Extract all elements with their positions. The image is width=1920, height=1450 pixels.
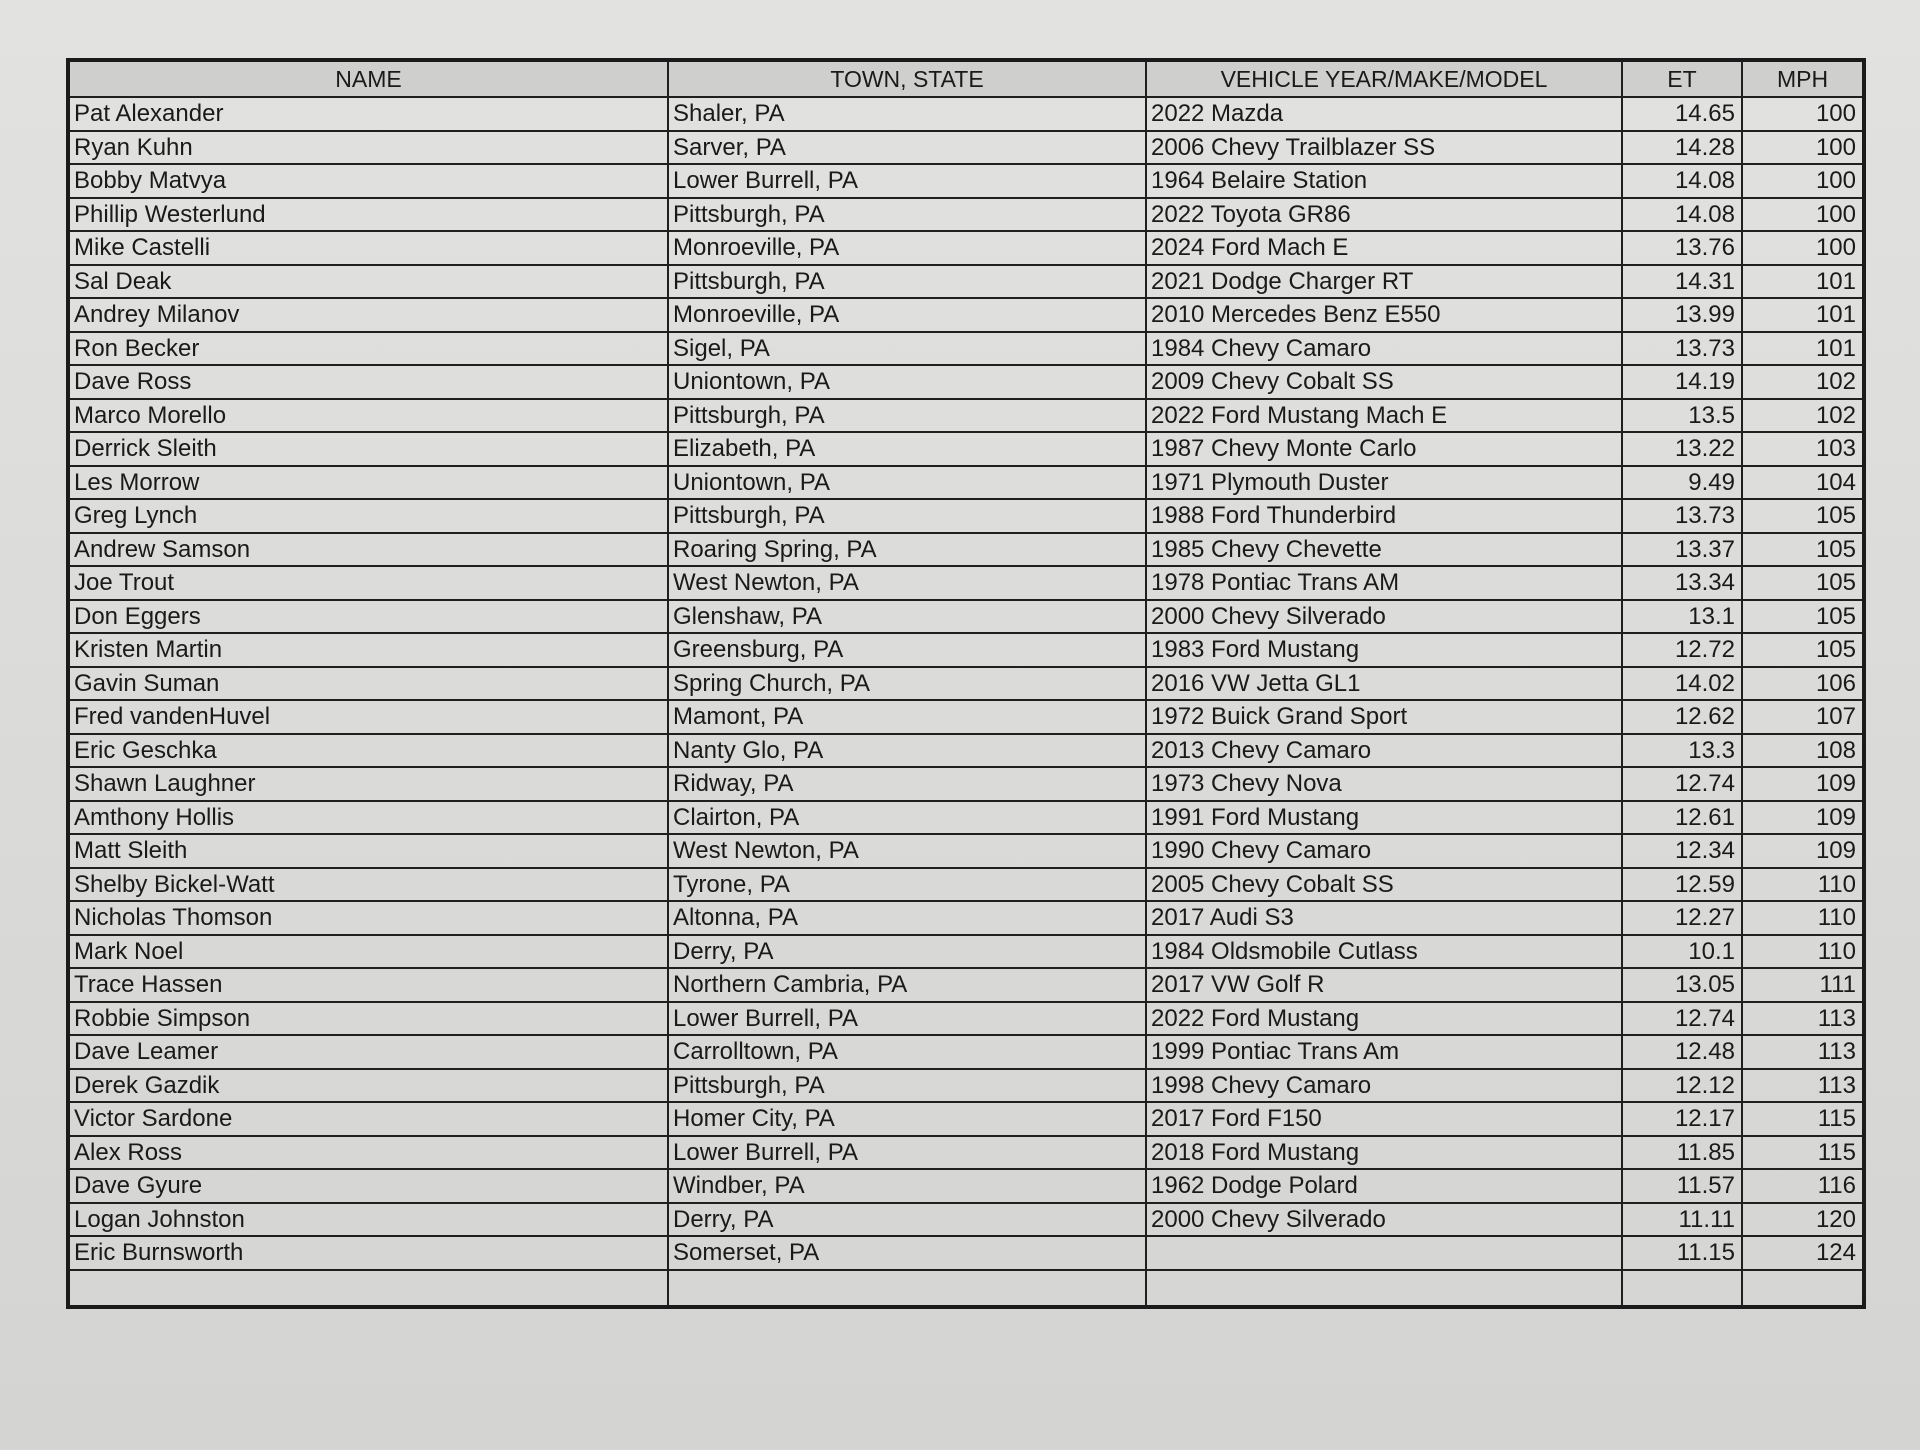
cell-et: 11.11	[1622, 1203, 1742, 1237]
cell-vehicle: 2009 Chevy Cobalt SS	[1146, 365, 1622, 399]
cell-town-state: Roaring Spring, PA	[668, 533, 1146, 567]
cell-et: 13.73	[1622, 332, 1742, 366]
header-row	[68, 60, 1864, 97]
cell-et: 13.99	[1622, 298, 1742, 332]
cell-town-state: Monroeville, PA	[668, 298, 1146, 332]
cell-name: Eric Geschka	[68, 734, 668, 768]
table-row	[68, 466, 1864, 500]
cell-vehicle: 1971 Plymouth Duster	[1146, 466, 1622, 500]
cell-vehicle: 2021 Dodge Charger RT	[1146, 265, 1622, 299]
cell-town-state: Derry, PA	[668, 935, 1146, 969]
table-row	[68, 533, 1864, 567]
cell-vehicle: 1973 Chevy Nova	[1146, 767, 1622, 801]
table-row	[68, 432, 1864, 466]
cell-et: 11.15	[1622, 1236, 1742, 1270]
cell-name: Les Morrow	[68, 466, 668, 500]
header-mph: MPH	[1742, 60, 1864, 97]
empty-cell	[668, 1270, 1146, 1307]
cell-vehicle: 2022 Ford Mustang Mach E	[1146, 399, 1622, 433]
cell-et: 12.62	[1622, 700, 1742, 734]
header-vehicle: VEHICLE YEAR/MAKE/MODEL	[1146, 60, 1622, 97]
cell-mph: 105	[1742, 533, 1864, 567]
cell-mph: 106	[1742, 667, 1864, 701]
table-row	[68, 131, 1864, 165]
cell-mph: 109	[1742, 834, 1864, 868]
cell-name: Logan Johnston	[68, 1203, 668, 1237]
cell-mph: 100	[1742, 164, 1864, 198]
cell-vehicle: 1987 Chevy Monte Carlo	[1146, 432, 1622, 466]
table-row	[68, 1102, 1864, 1136]
cell-town-state: Pittsburgh, PA	[668, 1069, 1146, 1103]
empty-cell	[68, 1270, 668, 1307]
cell-name: Dave Ross	[68, 365, 668, 399]
cell-mph: 120	[1742, 1203, 1864, 1237]
cell-name: Mark Noel	[68, 935, 668, 969]
cell-vehicle: 1962 Dodge Polard	[1146, 1169, 1622, 1203]
cell-name: Matt Sleith	[68, 834, 668, 868]
cell-et: 14.65	[1622, 97, 1742, 131]
cell-name: Dave Gyure	[68, 1169, 668, 1203]
cell-name: Sal Deak	[68, 265, 668, 299]
cell-town-state: Shaler, PA	[668, 97, 1146, 131]
cell-town-state: Nanty Glo, PA	[668, 734, 1146, 768]
table-row	[68, 365, 1864, 399]
cell-et: 12.34	[1622, 834, 1742, 868]
cell-name: Eric Burnsworth	[68, 1236, 668, 1270]
cell-town-state: Pittsburgh, PA	[668, 499, 1146, 533]
cell-et: 10.1	[1622, 935, 1742, 969]
cell-mph: 102	[1742, 365, 1864, 399]
cell-et: 12.12	[1622, 1069, 1742, 1103]
cell-et: 12.72	[1622, 633, 1742, 667]
cell-name: Ryan Kuhn	[68, 131, 668, 165]
cell-town-state: Altonna, PA	[668, 901, 1146, 935]
cell-et: 14.31	[1622, 265, 1742, 299]
cell-mph: 115	[1742, 1102, 1864, 1136]
table-body	[68, 97, 1864, 1307]
table-row	[68, 1035, 1864, 1069]
cell-mph: 109	[1742, 801, 1864, 835]
cell-vehicle: 2010 Mercedes Benz E550	[1146, 298, 1622, 332]
table-row	[68, 901, 1864, 935]
cell-vehicle: 1985 Chevy Chevette	[1146, 533, 1622, 567]
cell-mph: 113	[1742, 1035, 1864, 1069]
cell-mph: 111	[1742, 968, 1864, 1002]
cell-name: Mike Castelli	[68, 231, 668, 265]
table-header	[68, 60, 1864, 97]
cell-town-state: Somerset, PA	[668, 1236, 1146, 1270]
cell-vehicle: 2017 Audi S3	[1146, 901, 1622, 935]
cell-et: 13.34	[1622, 566, 1742, 600]
table-row	[68, 935, 1864, 969]
cell-name: Joe Trout	[68, 566, 668, 600]
cell-et: 13.22	[1622, 432, 1742, 466]
table-row	[68, 633, 1864, 667]
table-row	[68, 1069, 1864, 1103]
table-row	[68, 868, 1864, 902]
cell-et: 12.61	[1622, 801, 1742, 835]
table-row	[68, 1002, 1864, 1036]
cell-et: 11.57	[1622, 1169, 1742, 1203]
empty-cell	[1622, 1270, 1742, 1307]
cell-town-state: Mamont, PA	[668, 700, 1146, 734]
cell-name: Victor Sardone	[68, 1102, 668, 1136]
cell-et: 14.08	[1622, 164, 1742, 198]
cell-vehicle: 1988 Ford Thunderbird	[1146, 499, 1622, 533]
table-row	[68, 834, 1864, 868]
cell-vehicle: 2016 VW Jetta GL1	[1146, 667, 1622, 701]
cell-mph: 104	[1742, 466, 1864, 500]
cell-town-state: Homer City, PA	[668, 1102, 1146, 1136]
cell-vehicle: 2000 Chevy Silverado	[1146, 1203, 1622, 1237]
cell-town-state: Pittsburgh, PA	[668, 198, 1146, 232]
cell-vehicle: 2005 Chevy Cobalt SS	[1146, 868, 1622, 902]
cell-vehicle: 1964 Belaire Station	[1146, 164, 1622, 198]
table-row	[68, 499, 1864, 533]
cell-vehicle: 1984 Chevy Camaro	[1146, 332, 1622, 366]
cell-vehicle: 1972 Buick Grand Sport	[1146, 700, 1622, 734]
cell-town-state: Uniontown, PA	[668, 365, 1146, 399]
cell-et: 14.02	[1622, 667, 1742, 701]
cell-name: Fred vandenHuvel	[68, 700, 668, 734]
cell-mph: 116	[1742, 1169, 1864, 1203]
cell-name: Dave Leamer	[68, 1035, 668, 1069]
cell-town-state: Monroeville, PA	[668, 231, 1146, 265]
cell-et: 12.59	[1622, 868, 1742, 902]
cell-mph: 103	[1742, 432, 1864, 466]
cell-vehicle: 1991 Ford Mustang	[1146, 801, 1622, 835]
cell-name: Nicholas Thomson	[68, 901, 668, 935]
table-row	[68, 1169, 1864, 1203]
cell-vehicle: 2013 Chevy Camaro	[1146, 734, 1622, 768]
cell-name: Phillip Westerlund	[68, 198, 668, 232]
cell-et: 12.17	[1622, 1102, 1742, 1136]
cell-et: 13.05	[1622, 968, 1742, 1002]
cell-name: Ron Becker	[68, 332, 668, 366]
cell-name: Amthony Hollis	[68, 801, 668, 835]
table-row	[68, 700, 1864, 734]
cell-et: 14.28	[1622, 131, 1742, 165]
table-row	[68, 968, 1864, 1002]
cell-mph: 115	[1742, 1136, 1864, 1170]
cell-vehicle: 2022 Ford Mustang	[1146, 1002, 1622, 1036]
cell-mph: 110	[1742, 901, 1864, 935]
cell-mph: 110	[1742, 868, 1864, 902]
table-row	[68, 332, 1864, 366]
cell-et: 13.3	[1622, 734, 1742, 768]
cell-mph: 105	[1742, 566, 1864, 600]
table-row	[68, 399, 1864, 433]
cell-town-state: Tyrone, PA	[668, 868, 1146, 902]
cell-town-state: Ridway, PA	[668, 767, 1146, 801]
cell-vehicle: 2000 Chevy Silverado	[1146, 600, 1622, 634]
table-row	[68, 1203, 1864, 1237]
table-row	[68, 600, 1864, 634]
table-row	[68, 298, 1864, 332]
empty-cell	[1742, 1270, 1864, 1307]
cell-vehicle: 1998 Chevy Camaro	[1146, 1069, 1622, 1103]
cell-town-state: Sarver, PA	[668, 131, 1146, 165]
cell-et: 14.08	[1622, 198, 1742, 232]
cell-vehicle: 2024 Ford Mach E	[1146, 231, 1622, 265]
cell-mph: 101	[1742, 265, 1864, 299]
table-row	[68, 97, 1864, 131]
cell-vehicle: 2017 VW Golf R	[1146, 968, 1622, 1002]
cell-et: 11.85	[1622, 1136, 1742, 1170]
cell-vehicle: 1999 Pontiac Trans Am	[1146, 1035, 1622, 1069]
cell-name: Marco Morello	[68, 399, 668, 433]
cell-town-state: Carrolltown, PA	[668, 1035, 1146, 1069]
table-row	[68, 767, 1864, 801]
cell-name: Kristen Martin	[68, 633, 668, 667]
cell-mph: 124	[1742, 1236, 1864, 1270]
table-row	[68, 566, 1864, 600]
cell-name: Don Eggers	[68, 600, 668, 634]
cell-town-state: Elizabeth, PA	[668, 432, 1146, 466]
cell-et: 12.74	[1622, 767, 1742, 801]
table-row	[68, 164, 1864, 198]
table-row	[68, 1236, 1864, 1270]
cell-name: Greg Lynch	[68, 499, 668, 533]
cell-town-state: Windber, PA	[668, 1169, 1146, 1203]
cell-mph: 110	[1742, 935, 1864, 969]
table-row	[68, 734, 1864, 768]
cell-mph: 102	[1742, 399, 1864, 433]
cell-town-state: Greensburg, PA	[668, 633, 1146, 667]
cell-vehicle: 2022 Mazda	[1146, 97, 1622, 131]
cell-vehicle: 2018 Ford Mustang	[1146, 1136, 1622, 1170]
cell-mph: 105	[1742, 499, 1864, 533]
cell-mph: 101	[1742, 298, 1864, 332]
cell-name: Shelby Bickel-Watt	[68, 868, 668, 902]
table-row	[68, 801, 1864, 835]
cell-vehicle: 2006 Chevy Trailblazer SS	[1146, 131, 1622, 165]
cell-et: 12.27	[1622, 901, 1742, 935]
cell-town-state: Pittsburgh, PA	[668, 265, 1146, 299]
cell-mph: 108	[1742, 734, 1864, 768]
cell-vehicle: 2022 Toyota GR86	[1146, 198, 1622, 232]
cell-mph: 100	[1742, 231, 1864, 265]
table-row	[68, 667, 1864, 701]
table-row	[68, 231, 1864, 265]
header-name: NAME	[68, 60, 668, 97]
cell-name: Andrew Samson	[68, 533, 668, 567]
cell-name: Shawn Laughner	[68, 767, 668, 801]
cell-mph: 105	[1742, 633, 1864, 667]
cell-town-state: Spring Church, PA	[668, 667, 1146, 701]
cell-name: Pat Alexander	[68, 97, 668, 131]
table-row	[68, 265, 1864, 299]
cell-et: 9.49	[1622, 466, 1742, 500]
cell-et: 13.37	[1622, 533, 1742, 567]
cell-town-state: Lower Burrell, PA	[668, 1002, 1146, 1036]
cell-town-state: Clairton, PA	[668, 801, 1146, 835]
cell-mph: 113	[1742, 1069, 1864, 1103]
cell-town-state: Uniontown, PA	[668, 466, 1146, 500]
cell-town-state: Pittsburgh, PA	[668, 399, 1146, 433]
results-table	[66, 58, 1866, 1309]
cell-name: Bobby Matvya	[68, 164, 668, 198]
cell-vehicle: 2017 Ford F150	[1146, 1102, 1622, 1136]
cell-mph: 109	[1742, 767, 1864, 801]
cell-name: Alex Ross	[68, 1136, 668, 1170]
cell-et: 12.48	[1622, 1035, 1742, 1069]
cell-vehicle: 1990 Chevy Camaro	[1146, 834, 1622, 868]
cell-town-state: Lower Burrell, PA	[668, 1136, 1146, 1170]
cell-name: Gavin Suman	[68, 667, 668, 701]
cell-et: 13.1	[1622, 600, 1742, 634]
cell-name: Andrey Milanov	[68, 298, 668, 332]
cell-vehicle: 1983 Ford Mustang	[1146, 633, 1622, 667]
cell-et: 13.73	[1622, 499, 1742, 533]
table-row	[68, 198, 1864, 232]
header-et: ET	[1622, 60, 1742, 97]
cell-et: 14.19	[1622, 365, 1742, 399]
cell-mph: 100	[1742, 97, 1864, 131]
cell-et: 13.76	[1622, 231, 1742, 265]
cell-mph: 100	[1742, 198, 1864, 232]
cell-et: 13.5	[1622, 399, 1742, 433]
cell-vehicle: 1984 Oldsmobile Cutlass	[1146, 935, 1622, 969]
table-row	[68, 1136, 1864, 1170]
empty-row	[68, 1270, 1864, 1307]
empty-cell	[1146, 1270, 1622, 1307]
cell-town-state: Sigel, PA	[668, 332, 1146, 366]
cell-vehicle	[1146, 1236, 1622, 1270]
cell-town-state: West Newton, PA	[668, 834, 1146, 868]
cell-vehicle: 1978 Pontiac Trans AM	[1146, 566, 1622, 600]
cell-town-state: Northern Cambria, PA	[668, 968, 1146, 1002]
cell-town-state: West Newton, PA	[668, 566, 1146, 600]
cell-town-state: Glenshaw, PA	[668, 600, 1146, 634]
header-town-state: TOWN, STATE	[668, 60, 1146, 97]
cell-town-state: Lower Burrell, PA	[668, 164, 1146, 198]
cell-town-state: Derry, PA	[668, 1203, 1146, 1237]
cell-mph: 105	[1742, 600, 1864, 634]
cell-mph: 101	[1742, 332, 1864, 366]
cell-mph: 113	[1742, 1002, 1864, 1036]
cell-mph: 100	[1742, 131, 1864, 165]
cell-name: Derek Gazdik	[68, 1069, 668, 1103]
cell-name: Robbie Simpson	[68, 1002, 668, 1036]
cell-name: Derrick Sleith	[68, 432, 668, 466]
cell-name: Trace Hassen	[68, 968, 668, 1002]
cell-mph: 107	[1742, 700, 1864, 734]
cell-et: 12.74	[1622, 1002, 1742, 1036]
